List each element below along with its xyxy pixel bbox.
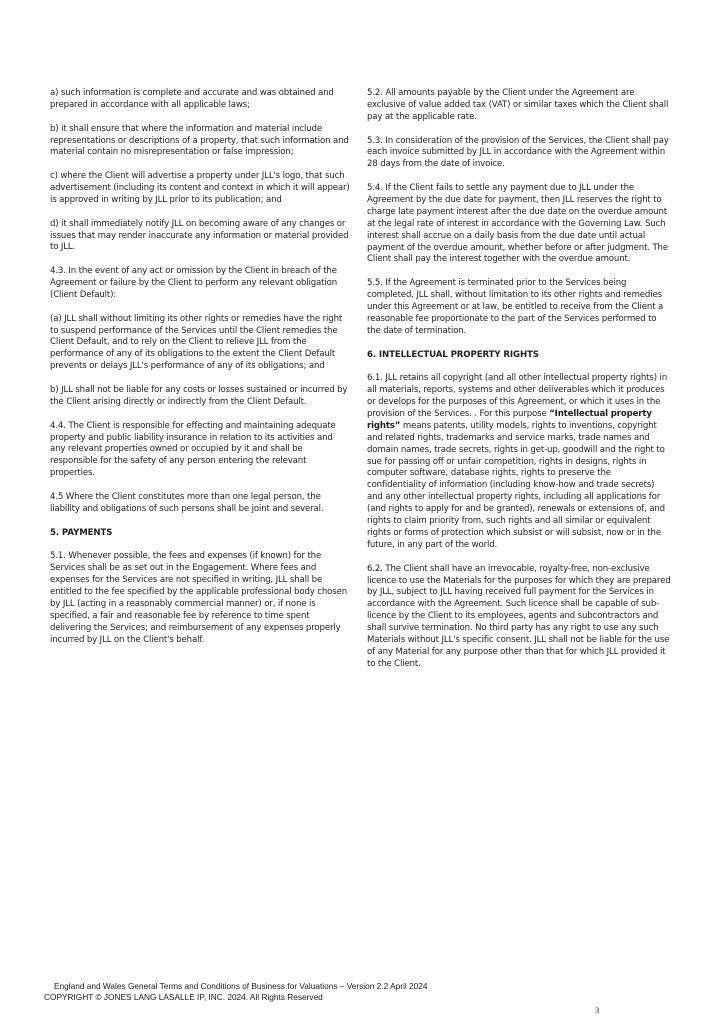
footer-copyright: COPYRIGHT © JONES LANG LASALLE IP, INC. 2024. All Rights Reserved [44,992,323,1002]
clause-5-3: 5.3. In consideration of the provision of the Services, the Client shall pay each invoice submitted by JLL in accordance with the Agreement within 28 days from the date of invoice. [367,135,669,170]
clause-4-3-a: (a) JLL shall without limiting its other rights or remedies have the right to suspend performance of the Services until the Client remedies the Client Default, and to rely on the Client to relieve JLL from the performance of any of its obligations to the extent the Client Default prevents or delays JLL's performance of any of its obligations; and [50,313,343,372]
clause-5-4: 5.4. If the Client fails to settle any payment due to JLL under the Agreement by the due date for payment, then JLL reserves the right to charge late payment interest after the due date on the overdue amount at the legal rate of interest in accordance with the Governing Law. Such interest shall accrue on a daily basis from the due date until actual payment of the overdue amount, whether before or after judgment. The Client shall pay the interest together with the overdue amount. [367,183,668,265]
right-column [367,88,671,683]
left-column [50,88,350,658]
page-number: 3 [595,1005,600,1015]
clause-6-2: 6.2. The Client shall have an irrevocable, royalty-free, non-exclusive licence to use the Materials for the purposes for which they are prepared by JLL, subject to JLL having received full payment for the Services in accordance with the Agreement. Such licence shall be capable of sub-licence by the Client to its employees, agents and subcontractors and shall survive termination. No third party has any right to use any such Materials without JLL's specific consent. JLL shall not be liable for the use of any Material for any purpose other than that for which JLL provided it to the Client. [367,563,671,669]
clause-5-5: 5.5. If the Agreement is terminated prior to the Services being completed, JLL shall, without limitation to its other rights and remedies under this Agreement or at law, be entitled to receive from the Client a reasonable fee proportionate to the part of the Services performed to the date of termination. [367,278,664,336]
clause-4-2-c: c) where the Client will advertise a property under JLL's logo, that such advertisement (including its content and context in which it will appear) is approved in writing by JLL prior to its publication; and [50,171,350,205]
clause-4-3-b: b) JLL shall not be liable for any costs or losses sustained or incurred by the Client arising directly or indirectly from the Client Default. [50,385,348,407]
clause-4-2-b: b) it shall ensure that where the information and material include representations or descriptions of a property, that such information and material contain no misrepresentation or false impression; [50,123,349,158]
clause-4-5: 4.5 Where the Client constitutes more than one legal person, the liability and obligations of such persons shall be joint and several. [50,491,324,514]
clause-6-1-text-end: means patents, utility models, rights to inventions, copyright and related rights, trademarks and service marks, trade names and domain names, trade secrets, rights in get-up, goodwill and the right to sue for passing off or unfair competition, rights in designs, rights in computer software, database rights, rights to preserve the confidentiality of information (including know-how and trade secrets) and any other intellectual property rights, including all applications for (and rights to apply for and be granted), renewals or extensions of, and rights to claim priority from, such rights and all similar or equivalent rights or forms of protection which subsist or will subsist, now or in the future, in any part of the world. [367,420,665,550]
clause-6-1-text-start: 6.1. JLL retains all copyright (and all other intellectual property rights) in all materials, reports, systems and other deliverables which it produces or develops for the purposes of this Agreement, or which it uses in the provision of the Services. . For this purpose [367,373,668,419]
clause-4-4: 4.4. The Client is responsible for effecting and maintaining adequate property and public liability insurance in relation to its activities and any relevant properties owned or occupied by it and shall be responsible for the safety of any person entering the relevant properties. [50,420,336,479]
clause-5-1: 5.1. Whenever possible, the fees and expenses (if known) for the Services shall be as set out in the Engagement. Where fees and expenses for the Services are not specified in writing, JLL shall be entitled to the fee specified by the applicable professional body chosen by JLL (acting in a reasonably commercial manner) or, if none is specified, a fair and reasonable fee by reference to time spent delivering the Services; and reimbursement of any expenses properly incurred by JLL on the Client's behalf. [50,551,348,645]
defined-term-intellectual-property-rights: “Intellectual property rights” [367,408,652,431]
clause-4-2-a: a) such information is complete and accurate and was obtained and prepared in accordance with all applicable laws; [50,88,334,110]
clause-4-3: 4.3. In the event of any act or omission by the Client in breach of the Agreement or failure by the Client to perform any relevant obligation (Client Default): [50,266,338,300]
clause-5-2: 5.2. All amounts payable by the Client under the Agreement are exclusive of value added tax (VAT) or similar taxes which the Client shall pay at the applicable rate. [367,88,669,122]
clause-4-2-d: d) it shall immediately notify JLL on becoming aware of any changes or issues that may render inaccurate any information or material provided to JLL. [50,218,349,253]
section-heading-ip-rights: 6. INTELLECTUAL PROPERTY RIGHTS [367,349,539,360]
clause-6-1 [367,373,671,552]
section-heading-payments: 5. PAYMENTS [50,527,113,538]
footer-document-title: England and Wales General Terms and Conditions of Business for Valuations – Version 2.2 April 2024 [54,981,428,991]
